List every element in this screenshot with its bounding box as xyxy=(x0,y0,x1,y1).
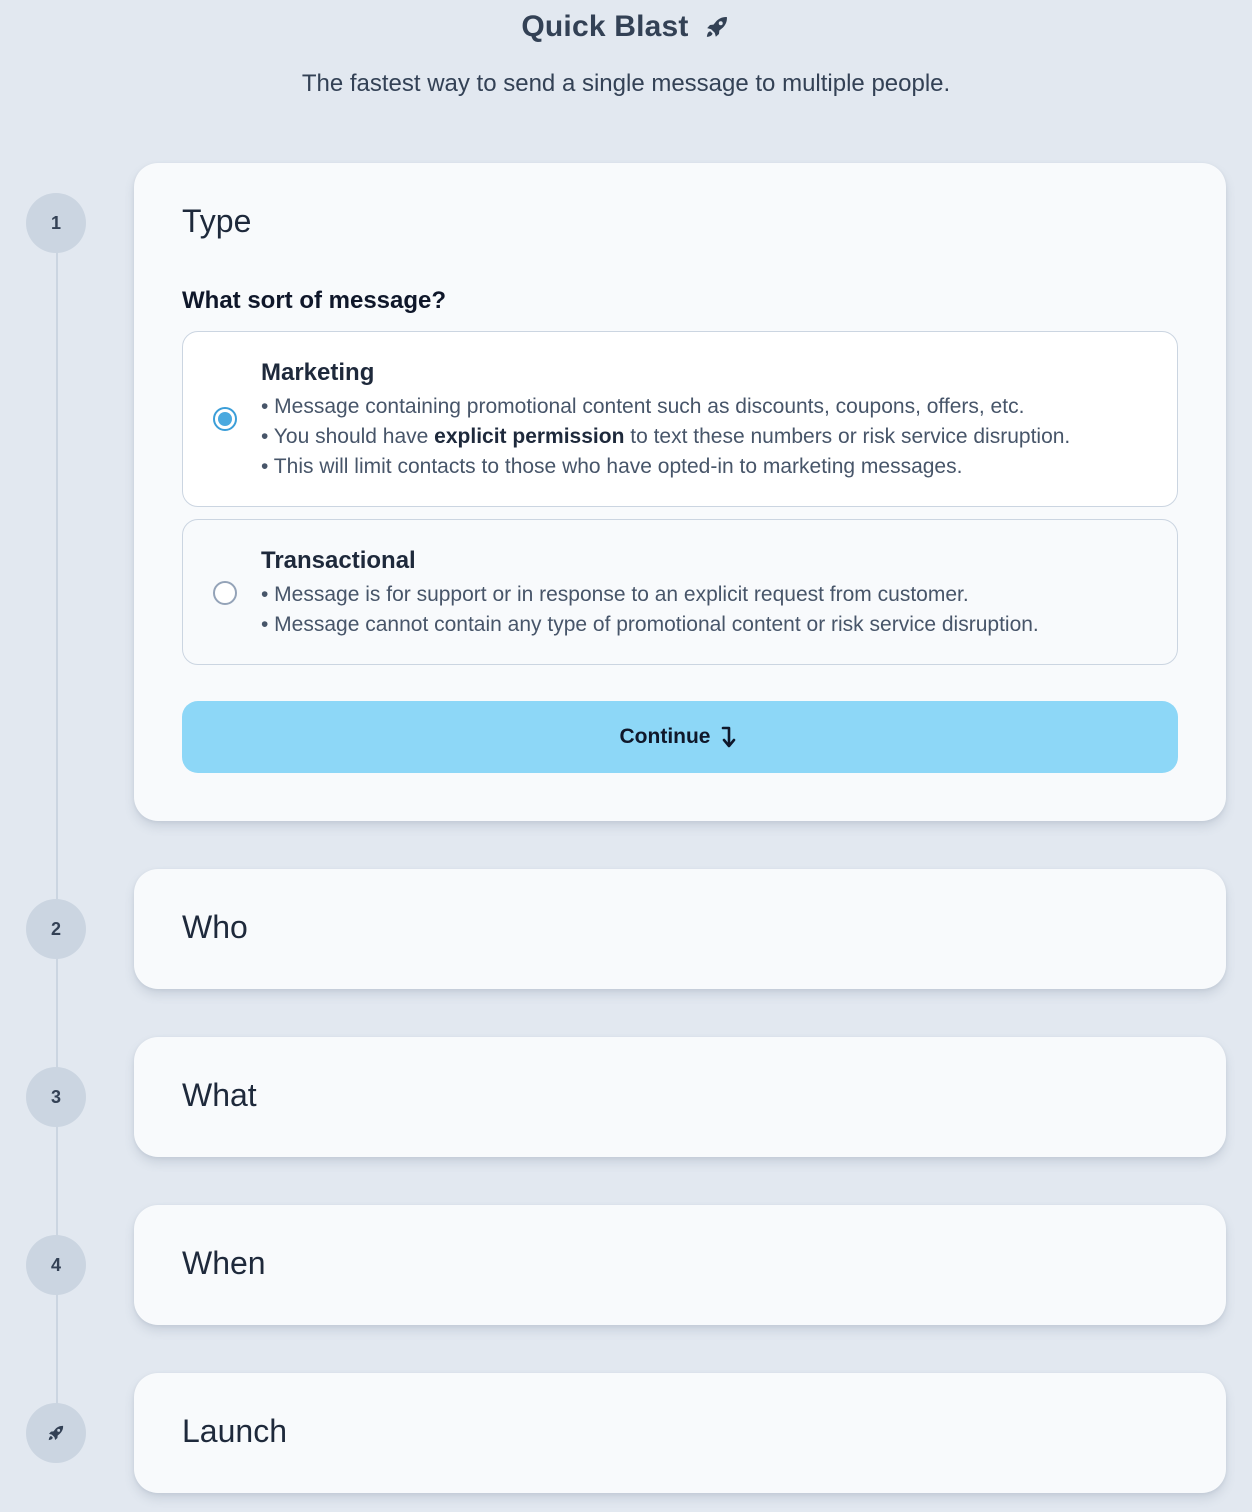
option-marketing-title: Marketing xyxy=(261,359,375,386)
rocket-icon xyxy=(703,13,731,41)
marketing-radio[interactable] xyxy=(213,407,237,431)
description-text: to text these numbers or risk service disruption. xyxy=(624,425,1071,448)
rocket-icon xyxy=(46,1423,66,1443)
step-card-launch[interactable] xyxy=(134,1373,1226,1493)
message-type-question: What sort of message? xyxy=(182,287,447,314)
option-transactional-title: Transactional xyxy=(261,547,416,574)
step-title-when: When xyxy=(182,1245,266,1281)
continue-label: Continue xyxy=(619,725,711,748)
step-title-who: Who xyxy=(182,909,248,945)
option-transactional-description xyxy=(261,580,1039,640)
step-marker-3: 3 xyxy=(26,1067,86,1127)
continue-button[interactable] xyxy=(182,701,1178,773)
page-title: Quick Blast xyxy=(521,10,689,43)
description-emphasis: explicit permission xyxy=(434,425,625,448)
title-row xyxy=(0,10,1252,44)
option-marketing-description xyxy=(261,392,1070,482)
description-text: • You should have xyxy=(261,425,435,448)
description-line: • This will limit contacts to those who have opted-in to marketing messages. xyxy=(261,455,963,478)
step-marker-4: 4 xyxy=(26,1235,86,1295)
step-card-who[interactable] xyxy=(134,869,1226,989)
option-marketing[interactable] xyxy=(182,331,1178,507)
arrow-down-turn-icon xyxy=(718,724,740,750)
transactional-radio[interactable] xyxy=(213,581,237,605)
step-title-launch: Launch xyxy=(182,1413,287,1449)
step-marker-2: 2 xyxy=(26,899,86,959)
step-marker-1: 1 xyxy=(26,193,86,253)
step-marker-launch xyxy=(26,1403,86,1463)
step-card-when[interactable] xyxy=(134,1205,1226,1325)
option-transactional[interactable] xyxy=(182,519,1178,665)
step-card-what[interactable] xyxy=(134,1037,1226,1157)
description-line xyxy=(261,422,1070,452)
description-line: • Message cannot contain any type of promotional content or risk service disruption. xyxy=(261,613,1039,636)
page-subtitle: The fastest way to send a single message to multiple people. xyxy=(301,70,951,97)
step-title-what: What xyxy=(182,1077,257,1113)
step-title-type: Type xyxy=(182,203,252,239)
description-line: • Message is for support or in response to an explicit request from customer. xyxy=(261,583,969,606)
step-card-type xyxy=(134,163,1226,821)
description-line: • Message containing promotional content such as discounts, coupons, offers, etc. xyxy=(261,395,1025,418)
